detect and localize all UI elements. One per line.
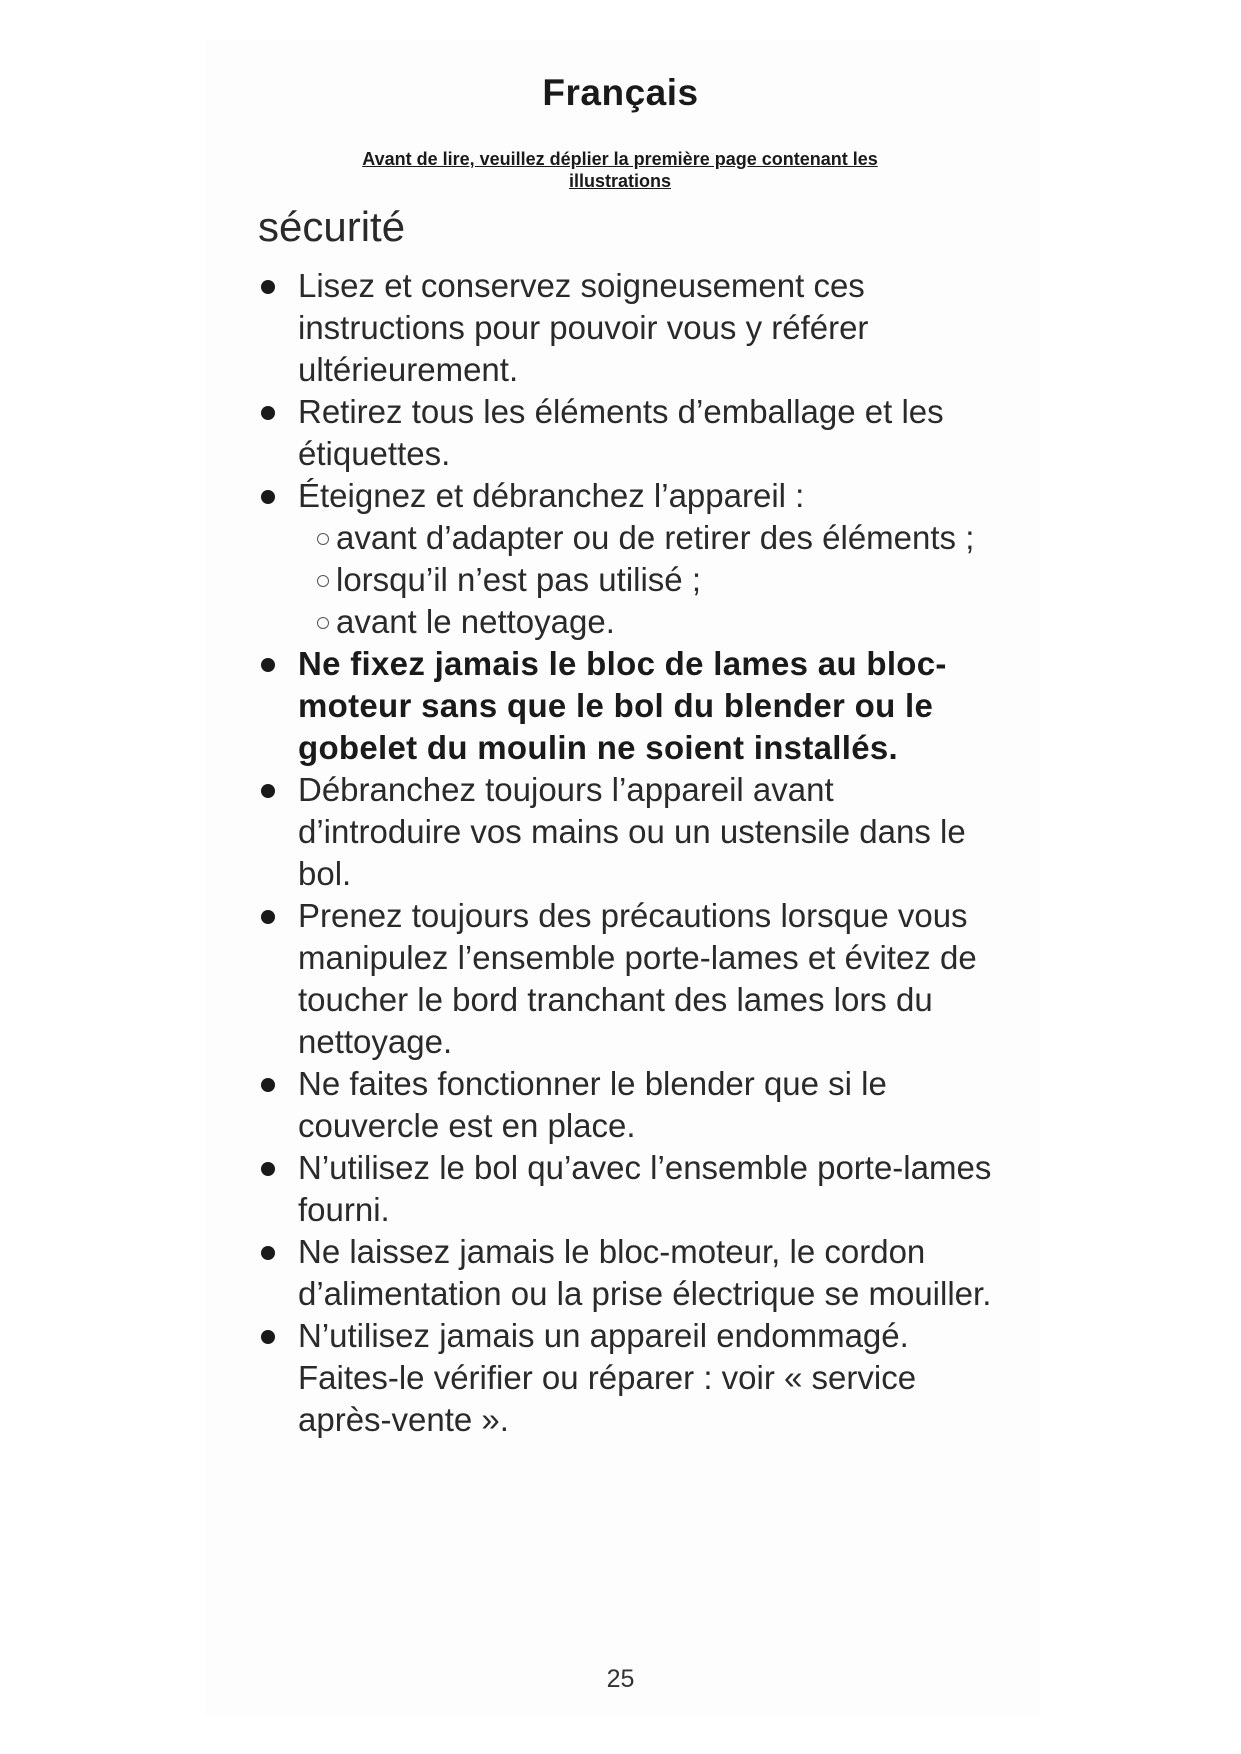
sub-item-text: avant d’adapter ou de retirer des éléments ; (336, 519, 975, 556)
sub-list-item (336, 601, 995, 643)
list-item (255, 1147, 995, 1231)
circle-bullet-icon (317, 575, 329, 587)
bullet-icon (261, 1162, 275, 1176)
bullet-icon (261, 784, 275, 798)
list-item-text: N’utilisez jamais un appareil endommagé. Faites-le vérifier ou réparer : voir « service après-vente ». (298, 1317, 917, 1438)
list-item (255, 1231, 995, 1315)
notice-line-1: Avant de lire, veuillez déplier la première page contenant les (362, 149, 878, 169)
list-item-text: Ne fixez jamais le bloc de lames au bloc-moteur sans que le bol du blender ou le gobelet du moulin ne soient installés. (298, 645, 947, 766)
list-item (255, 475, 995, 643)
sub-item-text: avant le nettoyage. (336, 603, 615, 640)
list-item-text: Prenez toujours des précautions lorsque vous manipulez l’ensemble porte-lames et évitez de toucher le bord tranchant des lames lors du nettoyage. (298, 897, 977, 1060)
page-number: 25 (606, 1665, 635, 1693)
page-title: Français (542, 72, 699, 113)
section-heading: sécurité (258, 203, 406, 250)
list-item-text: Lisez et conservez soigneusement ces instructions pour pouvoir vous y référer ultérieurement. (298, 267, 869, 388)
list-item (255, 895, 995, 1063)
list-item-text: Éteignez et débranchez l’appareil : (298, 477, 805, 514)
circle-bullet-icon (317, 533, 329, 545)
safety-list (255, 265, 995, 1441)
notice-line-2: illustrations (568, 171, 671, 191)
instructions-notice (300, 148, 940, 192)
list-item-text: Ne laissez jamais le bloc-moteur, le cordon d’alimentation ou la prise électrique se mouiller. (298, 1233, 992, 1312)
bullet-icon (261, 910, 275, 924)
list-item (255, 1315, 995, 1441)
list-item-text: Retirez tous les éléments d’emballage et les étiquettes. (298, 393, 944, 472)
sub-list-item (336, 517, 995, 559)
list-item (255, 265, 995, 391)
bullet-icon (261, 280, 275, 294)
bullet-icon (261, 406, 275, 420)
sub-list (298, 517, 995, 643)
list-item (255, 1063, 995, 1147)
list-item-text: Débranchez toujours l’appareil avant d’introduire vos mains ou un ustensile dans le bol. (298, 771, 966, 892)
bullet-icon (261, 658, 275, 672)
bullet-icon (261, 1330, 275, 1344)
bullet-icon (261, 1246, 275, 1260)
circle-bullet-icon (317, 617, 329, 629)
list-item-warning (255, 643, 995, 769)
sub-item-text: lorsqu’il n’est pas utilisé ; (336, 561, 701, 598)
list-item (255, 769, 995, 895)
bullet-icon (261, 1078, 275, 1092)
list-item-text: Ne faites fonctionner le blender que si le couvercle est en place. (298, 1065, 887, 1144)
list-item-text: N’utilisez le bol qu’avec l’ensemble porte-lames fourni. (298, 1149, 992, 1228)
sub-list-item (336, 559, 995, 601)
bullet-icon (261, 490, 275, 504)
list-item (255, 391, 995, 475)
